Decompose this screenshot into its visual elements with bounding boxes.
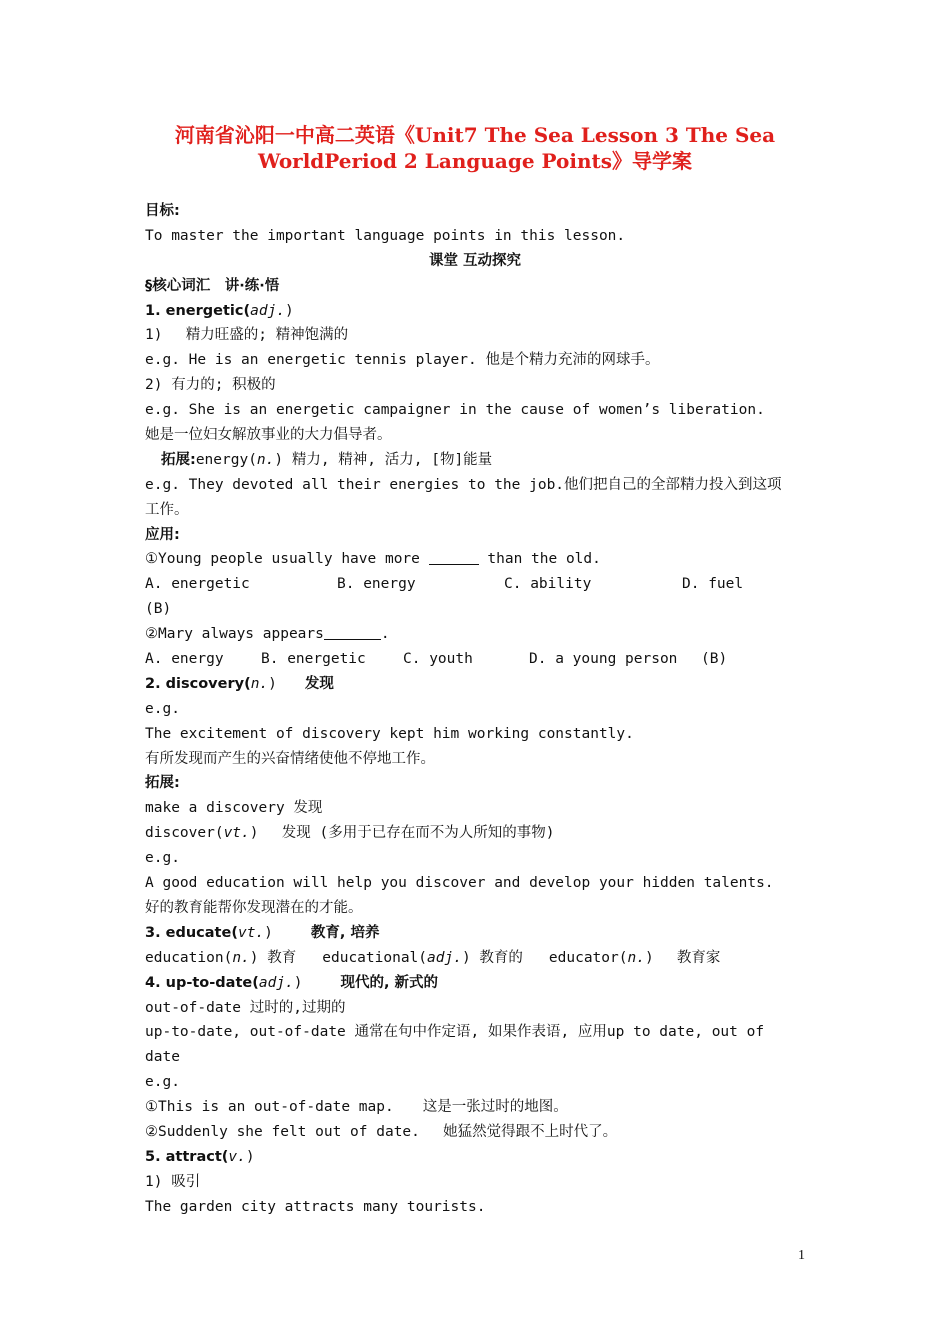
word-4-eg-label: e.g. — [145, 1074, 180, 1091]
word-1-heading: 1. energetic(adj.) — [145, 302, 294, 319]
word-2-example-translation: 有所发现而产生的兴奋情绪使他不停地工作。 — [145, 750, 435, 767]
word-4-example-2: ②Suddenly she felt out of date. 她猛然觉得跟不上时代了。 — [145, 1123, 618, 1140]
word-1-extension: 拓展:energy(n.) 精力, 精神, 活力, [物]能量 — [161, 451, 493, 468]
answer-blank — [324, 625, 381, 640]
word-2-extension-2: discover(vt.) 发现 (多用于已存在而不为人所知的事物) — [145, 825, 555, 842]
word-3-heading: 3. educate(vt.) 教育, 培养 — [145, 924, 380, 941]
question-1-stem: ①Young people usually have more than the old. — [145, 551, 601, 568]
title-line-1: 河南省沁阳一中高二英语《Unit7 The Sea Lesson 3 The Sea — [174, 123, 776, 147]
page-number: 1 — [798, 1248, 805, 1263]
word-2-extension-label: 拓展: — [145, 775, 180, 792]
word-1-meaning-2: 2) 有力的; 积极的 — [145, 377, 276, 394]
question-2-options: A. energy B. energetic C. youth D. a young person (B) — [145, 651, 728, 668]
question-1-options: A. energetic B. energy C. ability D. fuel — [145, 576, 744, 593]
word-2-extension-1: make a discovery 发现 — [145, 800, 323, 817]
word-4-line-1: out-of-date 过时的,过期的 — [145, 999, 346, 1016]
word-1-meaning-1: 1) 精力旺盛的; 精神饱满的 — [145, 327, 349, 344]
word-3-derivatives: education(n.) 教育 educational(adj.) 教育的 educator(n.) 教育家 — [145, 949, 721, 966]
word-1-example-2: e.g. She is an energetic campaigner in the cause of women’s liberation. — [145, 402, 765, 419]
question-1-answer: (B) — [145, 601, 172, 618]
word-4-example-1: ①This is an out-of-date map. 这是一张过时的地图。 — [145, 1099, 568, 1116]
word-2-example-2-translation: 好的教育能帮你发现潜在的才能。 — [145, 899, 363, 916]
title-line-2: WorldPeriod 2 Language Points》导学案 — [257, 149, 692, 173]
section-title: 课堂 互动探究 — [428, 252, 522, 269]
word-1-example-1: e.g. He is an energetic tennis player. 他是个精力充沛的网球手。 — [145, 352, 660, 369]
word-1-example-3-cont: 工作。 — [145, 501, 189, 518]
answer-blank — [429, 550, 479, 565]
word-2-example-2: A good education will help you discover and develop your hidden talents. — [145, 875, 774, 892]
core-vocab-heading: §核心词汇 讲·练·悟 — [145, 277, 280, 294]
word-5-example: The garden city attracts many tourists. — [145, 1198, 486, 1215]
word-2-example: The excitement of discovery kept him working constantly. — [145, 725, 634, 742]
word-1-example-2-translation: 她是一位妇女解放事业的大力倡导者。 — [145, 427, 392, 444]
goal-text: To master the important language points in this lesson. — [145, 227, 626, 244]
word-2-heading: 2. discovery(n.) 发现 — [145, 675, 334, 692]
word-2-eg-label-2: e.g. — [145, 850, 180, 867]
word-5-heading: 5. attract(v.) — [145, 1148, 255, 1165]
document-title — [100, 122, 850, 174]
word-4-line-2: up-to-date, out-of-date 通常在句中作定语, 如果作表语, 应用up to date, out of — [145, 1024, 765, 1041]
word-4-heading: 4. up-to-date(adj.) 现代的, 新式的 — [145, 974, 439, 991]
word-2-eg-label: e.g. — [145, 700, 180, 717]
practice-label: 应用: — [145, 526, 180, 543]
document-body — [145, 199, 805, 1220]
word-1-example-3: e.g. They devoted all their energies to the job.他们把自己的全部精力投入到这项 — [145, 476, 782, 493]
word-5-meaning-1: 1) 吸引 — [145, 1173, 201, 1190]
word-4-line-3: date — [145, 1049, 180, 1066]
goal-label: 目标: — [145, 203, 180, 219]
question-2-stem: ②Mary always appears . — [145, 626, 390, 643]
